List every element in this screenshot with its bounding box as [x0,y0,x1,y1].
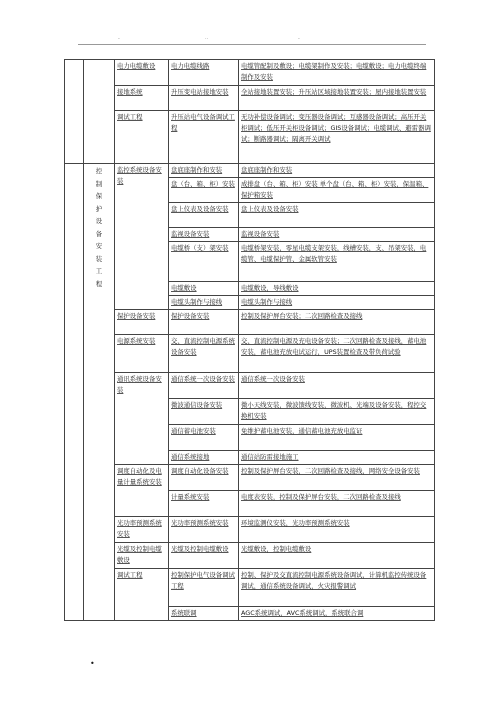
table-row [65,111,435,164]
item-cell: 控制保护电气设备调试工程 [169,569,239,607]
header-mark-1: - [118,36,120,42]
desc-cell: 光缆敷设，控制电缆敷设 [239,543,435,569]
desc-cell: 免维护蓄电池安装，通信蓄电池充放电监证 [239,425,435,451]
desc-cell: 微小天线安装，微波馈线安装，微波机、光端及设备安装，程控交换机安装 [239,399,435,425]
item-cell: 监视设备安装 [169,228,239,242]
desc-cell: 通信系统一次设备安装 [239,373,435,399]
table-row [65,543,435,569]
category-cell: 接地系统 [115,86,169,111]
desc-cell: 成排盘（台、箱、柜）安装 单个盘（台、箱、柜）安装，保温箱、保护箱安装 [239,178,435,203]
desc-cell: 控制及保护屏台安装；二次回路检查及接线 [239,310,435,335]
item-cell: 系统联调 [169,607,239,621]
item-cell: 电缆桥（支）架安装 [169,242,239,282]
footer-bullet: • [90,659,95,668]
desc-cell: 控制及保护屏台安装，二次回路检查及接线，网络安全设备安装 [239,465,435,491]
item-cell: 电力电缆线路 [169,60,239,86]
desc-cell: 电缆头制作与接线 [239,296,435,310]
category-cell: 保护设备安装 [115,310,169,335]
item-cell: 微波通信设备安装 [169,399,239,425]
item-cell: 升压变电站接地安装 [169,86,239,111]
category-cell: 调度自动化及电量计量系统安装 [115,465,169,517]
item-cell: 光缆及控制电缆敷设 [169,543,239,569]
item-cell: 通信系统接地 [169,451,239,465]
table-row [65,310,435,335]
item-cell: 调度自动化设备安装 [169,465,239,491]
category-cell: 通讯系统设备安装 [115,373,169,465]
desc-cell: 电缆敷设，导线敷设 [239,282,435,296]
table-row [65,335,435,373]
item-cell: 计量系统安装 [169,491,239,517]
desc-cell: 通信站防雷接地施工 [239,451,435,465]
desc-cell: 监视设备安装 [239,228,435,242]
table-row [65,517,435,543]
col1-cell [84,60,115,164]
item-cell: 电缆头制作与接线 [169,296,239,310]
desc-cell: 环境监测仪安装，光功率预测系统安装 [239,517,435,543]
category-cell: 调试工程 [115,569,169,621]
item-cell: 通信系统一次设备安装 [169,373,239,399]
table-row [65,60,435,86]
table-row [65,465,435,491]
col0-cell [65,60,84,164]
item-cell: 盘上仪表及设备安装 [169,203,239,228]
desc-cell: AGC系统调试，AVC系统调试，系统联合调 [239,607,435,621]
col0-cell [65,164,84,621]
table-row [65,164,435,178]
item-cell: 光功率预测系统安装 [169,517,239,543]
category-cell: 电源系统安装 [115,335,169,373]
category-cell: 电力电缆敷设 [115,60,169,86]
header-mark-2: ·· [205,36,209,42]
item-cell: 通信蓄电池安装 [169,425,239,451]
item-cell: 升压站电气设备调试工程 [169,111,239,164]
header-rule [78,44,426,45]
desc-cell: 电缆桥架安装，零星电缆支架安装，线槽安装，支、吊架安装，电缆管、电缆保护管、金属软管安装 [239,242,435,282]
table-row [65,373,435,399]
table-row [65,86,435,111]
header-mark-3: - [298,36,300,42]
item-cell: 盘底座制作和安装 [169,164,239,178]
desc-cell: 交、直流控制电源及充电设备安装；二次回路检查及接线，蓄电池安装，蓄电池充放电试运行，UPS装置检查及带负荷试验 [239,335,435,373]
desc-cell: 无功补偿设备调试；变压器设备调试；互感器设备调试；高压开关柜调试；低压开关柜设备调试；GIS设备调试；电缆调试、避雷器调试；断路器调试；隔离开关调试 [239,111,435,164]
item-cell: 保护设备安装 [169,310,239,335]
section-label-cell: 控 制 保 护 设 备 安 装 工 程 [84,164,115,621]
item-cell: 盘（台、箱、柜）安装 [169,178,239,203]
project-scope-table [64,59,435,621]
desc-cell: 电缆管配制及敷设；电缆架制作及安装；电缆敷设；电力电缆终端制作及安装 [239,60,435,86]
category-cell: 光缆及控制电缆敷设 [115,543,169,569]
desc-cell: 盘底座制作和安装 [239,164,435,178]
category-cell: 调试工程 [115,111,169,164]
table-row [65,569,435,607]
category-cell: 光功率预测系统安装 [115,517,169,543]
desc-cell: 盘上仪表及设备安装 [239,203,435,228]
item-cell: 交、直流控制电源系统设备安装 [169,335,239,373]
item-cell: 电缆敷设 [169,282,239,296]
desc-cell: 全站接地装置安装；升压站区域接地装置安装；屋内接地装置安装 [239,86,435,111]
desc-cell: 控制、保护及交直流控制电源系统设备调试，计算机监控传统设备调试，通信系统设备调试，火灾报警调试 [239,569,435,607]
category-cell: 监控系统设备安装 [115,164,169,310]
desc-cell: 电度表安装，控制及保护屏台安装，二次回路检查及接线 [239,491,435,517]
